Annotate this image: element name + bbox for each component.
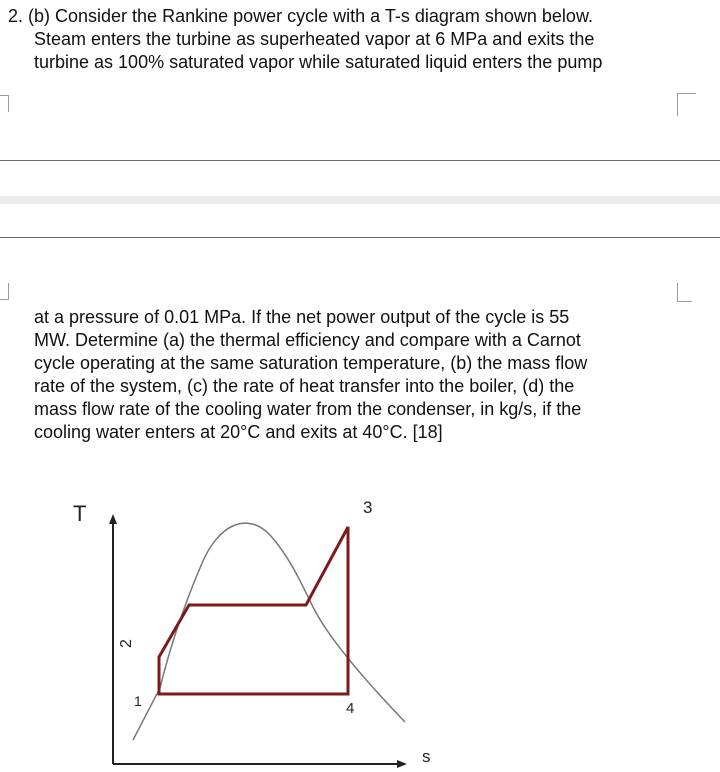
question-line: mass flow rate of the cooling water from the condenser, in kg/s, if the: [34, 399, 582, 419]
question-line: 2. (b) Consider the Rankine power cycle with a T-s diagram shown below.: [8, 6, 593, 26]
question-line: Steam enters the turbine as superheated vapor at 6 MPa and exits the: [34, 29, 595, 49]
question-paragraph-2: [34, 306, 684, 444]
question-line: MW. Determine (a) the thermal efficiency and compare with a Carnot: [34, 330, 581, 350]
state-4-label: 4: [346, 700, 355, 717]
page-corner-mark: [677, 93, 696, 116]
t-axis-label: T: [73, 501, 87, 526]
page-gap-band: [0, 196, 720, 204]
page-divider: [0, 237, 720, 238]
state-2-label: 2: [118, 639, 135, 648]
s-axis-label: s: [422, 747, 431, 766]
t-axis-arrow: [109, 514, 117, 524]
question-paragraph-1: [8, 5, 684, 74]
question-line: turbine as 100% saturated vapor while saturated liquid enters the pump: [34, 52, 603, 72]
page-corner-mark: [677, 283, 692, 302]
s-axis-arrow: [397, 760, 407, 768]
page-corner-mark: [0, 283, 9, 300]
question-line: rate of the system, (c) the rate of heat transfer into the boiler, (d) the: [34, 376, 575, 396]
question-line: cycle operating at the same saturation temperature, (b) the mass flow: [34, 353, 588, 373]
diagram-axes: [109, 514, 407, 768]
ts-diagram: [0, 480, 720, 772]
question-line: at a pressure of 0.01 MPa. If the net power output of the cycle is 55: [34, 307, 570, 327]
page-corner-mark: [0, 95, 9, 112]
question-line: cooling water enters at 20°C and exits at 40°C. [18]: [34, 422, 443, 442]
state-3-label: 3: [363, 498, 373, 517]
rankine-cycle-path: [159, 527, 348, 694]
state-1-label: 1: [134, 693, 142, 709]
page-divider: [0, 160, 720, 161]
